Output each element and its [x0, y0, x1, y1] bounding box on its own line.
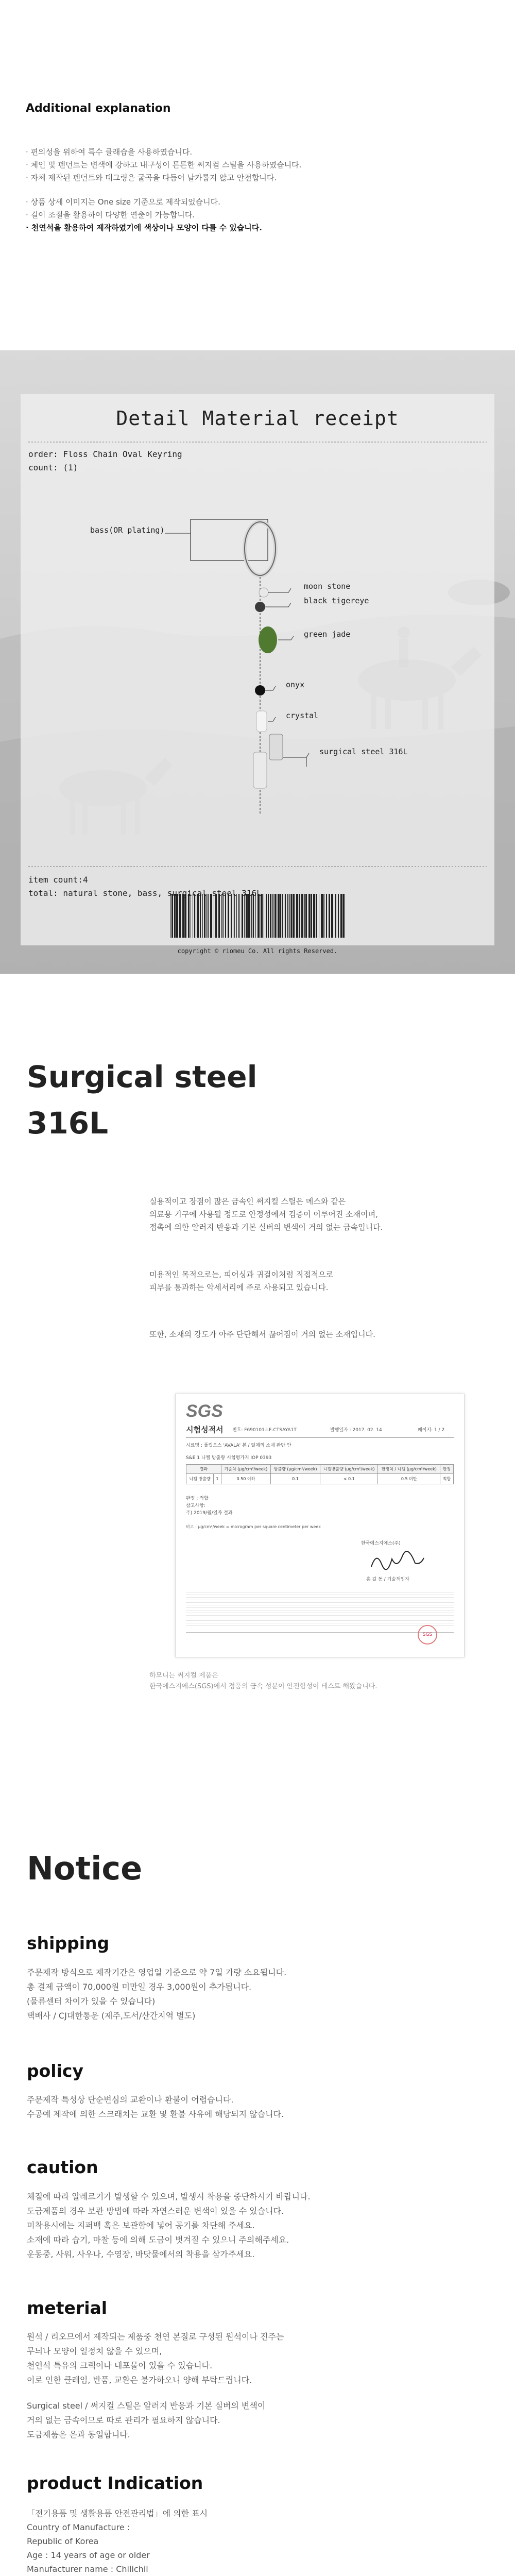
cert-doc-date: 발행일자 : 2017. 02. 14	[330, 1428, 382, 1433]
notice-line: 도금제품은 은과 동일합니다.	[27, 2430, 130, 2439]
material-label-surgical-steel: surgical steel 316L	[319, 747, 408, 756]
explanation-line: · 체인 및 펜던트는 변색에 강하고 내구성이 튼튼한 써지컬 스틸을 사용하였습니다.	[26, 160, 302, 170]
barcode-bar	[282, 894, 283, 938]
barcode-bar	[253, 894, 254, 938]
barcode-bar	[304, 894, 305, 938]
barcode-bar	[321, 894, 323, 938]
barcode-bar	[210, 894, 212, 938]
explanation-line: · 길이 조절을 활용하여 다양한 연출이 가능합니다.	[26, 210, 195, 219]
notice-line: 무늬나 모양이 일정치 않을 수 있으며,	[27, 2346, 162, 2356]
count-line: count: (1)	[28, 463, 78, 472]
barcode-bar	[221, 894, 222, 938]
notice-line: 운동중, 사워, 사우나, 수영장, 바닷물에서의 착용을 삼가주세요.	[27, 2249, 255, 2259]
explanation-line: · 상품 상세 이미지는 One size 기준으로 제작되었습니다.	[26, 197, 220, 207]
barcode-bar	[202, 894, 203, 938]
notice-line: 총 결제 금액이 70,000원 미만일 경우 3,000원이 추가됩니다.	[27, 1982, 252, 1992]
barcode-bar	[268, 894, 269, 938]
barcode-bar	[239, 894, 240, 938]
barcode-bar	[285, 894, 286, 938]
cert-unit-note: 비고 : µg/cm²/week = microgram per square centimeter per week	[186, 1524, 321, 1529]
barcode-bar	[228, 894, 229, 938]
receipt-paper	[21, 394, 494, 945]
barcode-bar	[179, 894, 181, 938]
barcode-bar	[340, 894, 342, 938]
barcode-bar	[305, 894, 307, 938]
barcode-bar	[291, 894, 292, 938]
shipping-body	[27, 1965, 490, 2023]
cert-company: 한국에스지에스(주)	[361, 1541, 401, 1546]
notice-line: Manufacturer name : Chilichil	[27, 2564, 148, 2574]
barcode-bar	[218, 894, 220, 938]
cert-method: S&E 1 니켈 방출량 시험평가지 IOP 0393	[186, 1455, 272, 1461]
para-line: 실용적이고 장점이 많은 금속인 써지컬 스틸은 메스와 같은	[149, 1197, 346, 1206]
barcode-bar	[231, 894, 232, 938]
barcode-bar	[234, 894, 235, 938]
barcode-bar	[225, 894, 226, 938]
barcode-bar	[289, 894, 290, 938]
table-cell: < 0.1	[320, 1474, 378, 1484]
barcode-bar	[236, 894, 237, 938]
sgs-certificate	[175, 1394, 465, 1657]
notice-title: Notice	[27, 1850, 143, 1887]
para-line: 접촉에 의한 알러지 반응과 기본 실버의 변색이 거의 없는 금속입니다.	[149, 1223, 383, 1232]
cert-sample: 시료명 : 폴립오스 'AVALA' 본 / 일체의 소재 판단 안	[186, 1443, 291, 1448]
barcode-bar	[326, 894, 327, 938]
para-line: 피부를 통과하는 악세서리에 주로 사용되고 있습니다.	[149, 1283, 329, 1292]
para-line: 의료용 기구에 사용될 정도로 안정성에서 검증이 이루어진 소재이며,	[149, 1210, 378, 1219]
table-header-cell: 판정	[440, 1465, 454, 1474]
notice-line: 수공예 제작에 의한 스크래치는 교환 및 환불 사유에 해당되지 않습니다.	[27, 2109, 284, 2119]
barcode-bar	[223, 894, 224, 938]
barcode-bar	[272, 894, 273, 938]
barcode-bar	[246, 894, 248, 938]
explanation-line: · 편의성을 위하여 특수 클래습을 사용하였습니다.	[26, 147, 193, 157]
barcode-bar	[278, 894, 280, 938]
shipping-heading: shipping	[27, 1933, 110, 1953]
barcode-bar	[296, 894, 298, 938]
cert-doc-title: 시험성적서	[186, 1425, 224, 1434]
barcode-bar	[308, 894, 311, 938]
barcode-bar	[280, 894, 281, 938]
barcode-bar	[258, 894, 260, 938]
explanation-line-bold: · 천연석을 활용하여 제작하였기에 색상이나 모양이 다를 수 있습니다.	[26, 223, 262, 232]
barcode-bar	[197, 894, 199, 938]
barcode-bar	[176, 894, 178, 938]
additional-explanation-list	[26, 146, 489, 234]
barcode-bar	[248, 894, 250, 938]
cert-notes	[186, 1495, 232, 1517]
notice-line: 도금제품의 경우 보관 방법에 따라 자연스러운 변색이 있을 수 있습니다.	[27, 2206, 284, 2216]
notice-line: Age : 14 years of age or older	[27, 2550, 150, 2560]
surgical-steel-title	[27, 1054, 257, 1146]
notice-line: Republic of Korea	[27, 2536, 99, 2546]
notice-line: 「전기용품 및 생활용품 안전관리법」에 의한 표시	[27, 2509, 208, 2518]
barcode-bar	[184, 894, 186, 938]
para-line: 미용적인 목적으로는, 피어싱과 귀걸이처럼 직접적으로	[149, 1270, 334, 1279]
barcode-bar	[261, 894, 263, 938]
notice-line: 천연석 특유의 크랙이나 내포물이 있을 수 있습니다.	[27, 2361, 213, 2370]
sgs-logo: SGS	[186, 1401, 223, 1421]
order-line: order: Floss Chain Oval Keyring	[28, 449, 182, 459]
policy-body	[27, 2093, 490, 2122]
barcode-bar	[208, 894, 209, 938]
table-cell: 니켈 방출량	[186, 1474, 214, 1484]
barcode-bar	[194, 894, 195, 938]
table-header-cell: 니켈방출량 (µg/cm²/week)	[320, 1465, 378, 1474]
table-cell: 0.5 미만	[378, 1474, 440, 1484]
barcode-bar	[244, 894, 245, 938]
material-label-moon-stone: moon stone	[304, 582, 351, 591]
notice-line: 미착용시에는 지퍼백 혹은 보관함에 넣어 공기를 차단해 주세요.	[27, 2221, 255, 2230]
notice-line: 택배사 / CJ대한통운 (제주,도서/산간지역 별도)	[27, 2011, 196, 2021]
cert-doc-page: 페이지: 1 / 2	[418, 1428, 445, 1433]
table-cell: 1	[214, 1474, 221, 1484]
material-label-crystal: crystal	[286, 711, 319, 720]
title-line-2: 316L	[27, 1106, 109, 1141]
barcode-bar	[204, 894, 205, 938]
additional-explanation-title: Additional explanation	[26, 102, 171, 115]
table-header-cell: 기준치 (µg/cm²/week)	[221, 1465, 270, 1474]
product-indication-heading: product Indication	[27, 2473, 203, 2493]
barcode-bar	[206, 894, 207, 938]
material-label-black-tigereye: black tigereye	[304, 596, 369, 605]
notice-line: 주문제작 특성상 단순변심의 교환이나 환불이 어렵습니다.	[27, 2095, 234, 2105]
barcode-bar	[313, 894, 315, 938]
steel-paragraph-3	[149, 1328, 489, 1341]
notice-line: Surgical steel / 써지컬 스틸은 알러지 반응과 기본 실버의 변색이	[27, 2401, 266, 2411]
cert-doc-no: 번호: F690101-LF-CTSAYA1T	[232, 1428, 297, 1433]
product-indication-body	[27, 2506, 490, 2576]
para-line: 또한, 소재의 강도가 아주 단단해서 끊어짐이 거의 없는 소재입니다.	[149, 1330, 375, 1339]
barcode-bar	[323, 894, 324, 938]
table-cell: 0.50 이하	[221, 1474, 270, 1484]
title-line-1: Surgical steel	[27, 1059, 258, 1094]
barcode-bar	[255, 894, 256, 938]
barcode-bar	[293, 894, 295, 938]
cert-fine-print	[186, 1590, 454, 1627]
bass-label: bass(OR plating)	[90, 526, 165, 535]
barcode-bar	[266, 894, 267, 938]
barcode-bar	[331, 894, 333, 938]
material-label-green-jade: green jade	[304, 630, 351, 639]
barcode-bar	[342, 894, 345, 938]
barcode-bar	[200, 894, 201, 938]
barcode-bar	[188, 894, 190, 938]
signature-icon	[366, 1549, 428, 1574]
receipt-title: Detail Material receipt	[116, 407, 399, 430]
cert-signer: 홍 길 동 / 기술책임자	[366, 1577, 410, 1582]
material-label-onyx: onyx	[286, 680, 305, 689]
barcode-bar	[171, 894, 173, 938]
notice-line: (물류센터 차이가 있을 수 있습니다)	[27, 1996, 156, 2006]
barcode-bar	[238, 894, 239, 938]
caution-body	[27, 2190, 490, 2262]
explanation-line: · 자체 제작된 펜던트와 태그링은 굴곡을 다듬어 날카롭지 않고 안전합니다.	[26, 173, 277, 182]
table-header-cell: 방출량 (µg/cm²/week)	[270, 1465, 320, 1474]
notice-line: Country of Manufacture :	[27, 2522, 130, 2532]
cert-results-table	[186, 1464, 454, 1484]
item-count: item count:4	[28, 875, 88, 885]
table-header-cell: 결과	[186, 1465, 221, 1474]
table-cell: 0.1	[270, 1474, 320, 1484]
barcode-bar	[311, 894, 312, 938]
barcode-bar	[270, 894, 271, 938]
barcode-bar	[335, 894, 336, 938]
policy-heading: policy	[27, 2061, 83, 2081]
cert-note: 주) 2019/월/일자 결과	[186, 1511, 233, 1516]
barcode-bar	[242, 894, 243, 938]
caption-line: 하모니는 써지컬 제품은	[149, 1672, 218, 1680]
certificate-caption	[149, 1670, 377, 1692]
steel-paragraph-1	[149, 1195, 489, 1234]
notice-line: 원석 / 리오므에서 제작되는 제품중 천연 본질로 구성된 원석이나 진주는	[27, 2332, 284, 2342]
notice-line: 주문제작 방식으로 제작기간은 영업일 기준으로 약 7일 가량 소요됩니다.	[27, 1968, 287, 1977]
barcode-bar	[215, 894, 217, 938]
notice-line: 소재에 따라 습기, 마찰 등에 의해 도금이 벗겨질 수 있으니 주의해주세요.	[27, 2235, 289, 2245]
notice-line: 체질에 따라 알레르기가 발생할 수 있으며, 발생시 착용을 중단하시기 바랍니다.	[27, 2192, 311, 2201]
notice-line: 거의 없는 금속이므로 따로 관리가 필요하지 않습니다.	[27, 2415, 220, 2425]
table-header-cell: 판정치 / 니켈 (µg/cm²/week)	[378, 1465, 440, 1474]
barcode-bar	[329, 894, 330, 938]
notice-line: 이로 인한 클레임, 반품, 교환은 불가하오니 양해 부탁드립니다.	[27, 2375, 252, 2385]
caption-line: 한국에스지에스(SGS)에서 정품의 금속 성분이 안전함성이 테스트 해왔습니다.	[149, 1683, 377, 1690]
table-cell: 적합	[440, 1474, 454, 1484]
barcode-bar	[174, 894, 176, 938]
barcode-bar	[251, 894, 252, 938]
material-body	[27, 2330, 490, 2442]
barcode-bar	[301, 894, 303, 938]
barcode-bar	[338, 894, 339, 938]
caution-heading: caution	[27, 2157, 98, 2177]
material-heading: meterial	[27, 2298, 108, 2318]
seal-stamp: SGS	[418, 1625, 437, 1645]
barcode-bar	[274, 894, 276, 938]
barcode-bar	[299, 894, 300, 938]
barcode-bar	[316, 894, 317, 938]
steel-paragraph-2	[149, 1268, 489, 1294]
barcode-bar	[182, 894, 184, 938]
cert-note: 판정 : 적합	[186, 1496, 209, 1501]
barcode-bar	[287, 894, 288, 938]
cert-note: 참고사항:	[186, 1503, 205, 1509]
copyright: copyright © riomeu Co. All rights Reserved.	[177, 947, 338, 955]
total-line: total: natural stone, bass, surgical steel 316L	[28, 888, 262, 898]
